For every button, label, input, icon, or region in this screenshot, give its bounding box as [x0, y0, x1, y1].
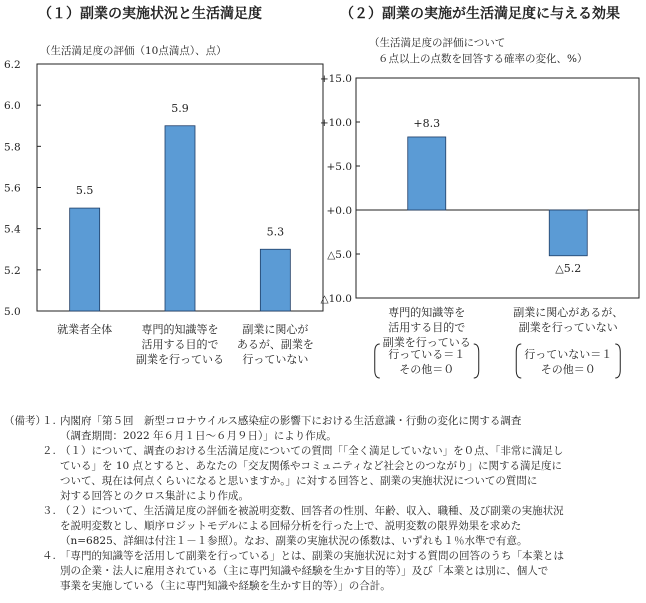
chart1-title: （１）副業の実施状況と生活満足度 — [38, 6, 262, 22]
chart2-category-label: 副業に関心があるが、 — [513, 306, 624, 319]
chart2-bars — [408, 117, 588, 275]
note-text-line: （２）について、生活満足度の評価を被説明変数、回答者の性別、年齢、収入、職種、及び副業の実施状況 — [60, 505, 564, 517]
chart2-y-tick-label: +10.0 — [319, 117, 352, 129]
chart1-y-tick-label: 5.2 — [4, 264, 21, 277]
chart1-y-tick-label: 6.0 — [4, 100, 21, 113]
chart2-dummy-bracket-left — [516, 344, 521, 378]
note-text-line: ている」を 10 点とすると、あなたの「交友関係やコミュニティなど社会とのつながり」に関する満足度に — [60, 460, 562, 472]
chart2-x-axis — [383, 305, 624, 349]
chart1-category-label: 副業に関心が — [242, 323, 309, 336]
chart1-x-axis — [57, 322, 314, 366]
chart2-data-label: +8.3 — [413, 116, 441, 130]
chart2-y-axis-label-line: （生活満足度の評価について — [369, 37, 506, 49]
chart2-y-axis-label — [369, 36, 587, 65]
chart2-y-axis-label-line: ６点以上の点数を回答する確率の変化、%） — [378, 53, 588, 65]
notes-header: （備考） — [4, 415, 46, 427]
chart2-dummy-bracket-right — [474, 344, 479, 378]
chart1-data-label: 5.3 — [266, 225, 285, 239]
note-text-line: 内閣府「第５回 新型コロナウイルス感染症の影響下における生活意識・行動の変化に関する調査 — [60, 415, 522, 427]
chart2-y-tick-label: +5.0 — [326, 161, 352, 173]
chart2-dummy-note-line: 行っていない＝１ — [524, 348, 613, 361]
note-number: １. — [42, 415, 56, 427]
note-number: ３. — [42, 505, 56, 517]
chart1-category-label: 副業を行っている — [136, 353, 224, 366]
note-text-line: 「専門的知識等を活用して副業を行っている」とは、副業の実施状況に対する質問の回答のうち「本業とは — [60, 550, 564, 562]
chart1-category-label: 専門的知識等を — [141, 323, 219, 336]
chart2-y-tick-label: △5.0 — [327, 249, 352, 261]
note-text-line: 対する回答とのクロス集計により作成。 — [60, 490, 249, 502]
note-number: ２. — [42, 445, 56, 457]
chart2-title: （２）副業の実施が生活満足度に与える効果 — [340, 6, 620, 22]
chart1-data-label: 5.9 — [171, 101, 189, 115]
chart2-dummy-bracket-left — [375, 344, 380, 378]
chart2-dummy-bracket-right — [615, 344, 620, 378]
chart2-y-tick-label: △10.0 — [320, 293, 352, 305]
note-text-line: 事業を実施している（主に専門知識や経験を生かす目的等）」の合計。 — [60, 580, 391, 592]
chart2-category-label: 専門的知識等を — [388, 306, 466, 319]
note-number: ４. — [42, 550, 56, 562]
chart2-data-label: △5.2 — [555, 261, 582, 275]
chart2-dummy-note-line: その他＝０ — [399, 363, 455, 376]
chart1-category-label: 活用する目的で — [141, 338, 219, 351]
chart2-plot-frame — [356, 78, 639, 298]
chart2-category-label: 活用する目的で — [388, 321, 466, 334]
chart1-bars — [70, 102, 291, 311]
chart1-y-tick-label: 6.2 — [4, 59, 21, 71]
chart1-category-label: 就業者全体 — [57, 323, 113, 336]
note-text-line: （１）について、調査のおける生活満足度についての質問「「全く満足していない」を０点、「非常に満足し — [60, 445, 564, 457]
chart2-y-tick-label: +0.0 — [326, 205, 352, 217]
chart1-y-axis-label: （生活満足度の評価（10点満点）、点） — [40, 45, 227, 57]
chart2-category-label: 副業を行っている — [382, 336, 471, 349]
chart2-bar — [549, 210, 587, 256]
chart1-category-label: あるが、副業を — [236, 338, 314, 351]
chart1-bar — [165, 126, 195, 311]
chart2-y-tick-label: +15.0 — [319, 73, 352, 85]
chart2-dummy-note-line: その他＝０ — [540, 363, 596, 376]
note-text-line: を説明変数とし、順序ロジットモデルによる回帰分析を行った上で、説明変数の限界効果を求めた — [60, 520, 522, 532]
note-text-line: （調査期間：2022 年６月１日～６月９日）」により作成。 — [60, 430, 337, 442]
chart2-dummy-variable-notes — [375, 344, 621, 378]
chart1-data-label: 5.5 — [75, 184, 94, 198]
chart1-y-tick-label: 5.6 — [4, 182, 21, 195]
chart1-category-label: 行っていない — [242, 353, 309, 366]
chart2-y-axis — [320, 73, 639, 305]
chart1-y-tick-label: 5.8 — [4, 141, 21, 154]
chart1-y-tick-label: 5.0 — [4, 306, 21, 318]
chart2-dummy-note-line: 行っている＝１ — [388, 348, 466, 361]
chart1-y-tick-label: 5.4 — [4, 223, 21, 236]
chart2-category-label: 副業を行っていない — [518, 321, 618, 334]
chart1-bar — [70, 208, 100, 311]
note-text-line: 別の企業・法人に雇用されている（主に専門知識や経験を生かす目的等）」及び「本業とは別に、個人で — [60, 565, 549, 577]
note-text-line: （n=6825、詳細は付注１－１参照）。なお、副業の実施状況の係数は、いずれも１％水準で有意。 — [60, 535, 528, 547]
chart1-bar — [260, 249, 290, 311]
chart1-y-axis — [4, 59, 41, 318]
chart2-bar — [408, 137, 446, 210]
note-text-line: ついて、現在は何点くらいになると思いますか。」に対する回答と、副業の実施状況についての質問に — [60, 475, 538, 487]
